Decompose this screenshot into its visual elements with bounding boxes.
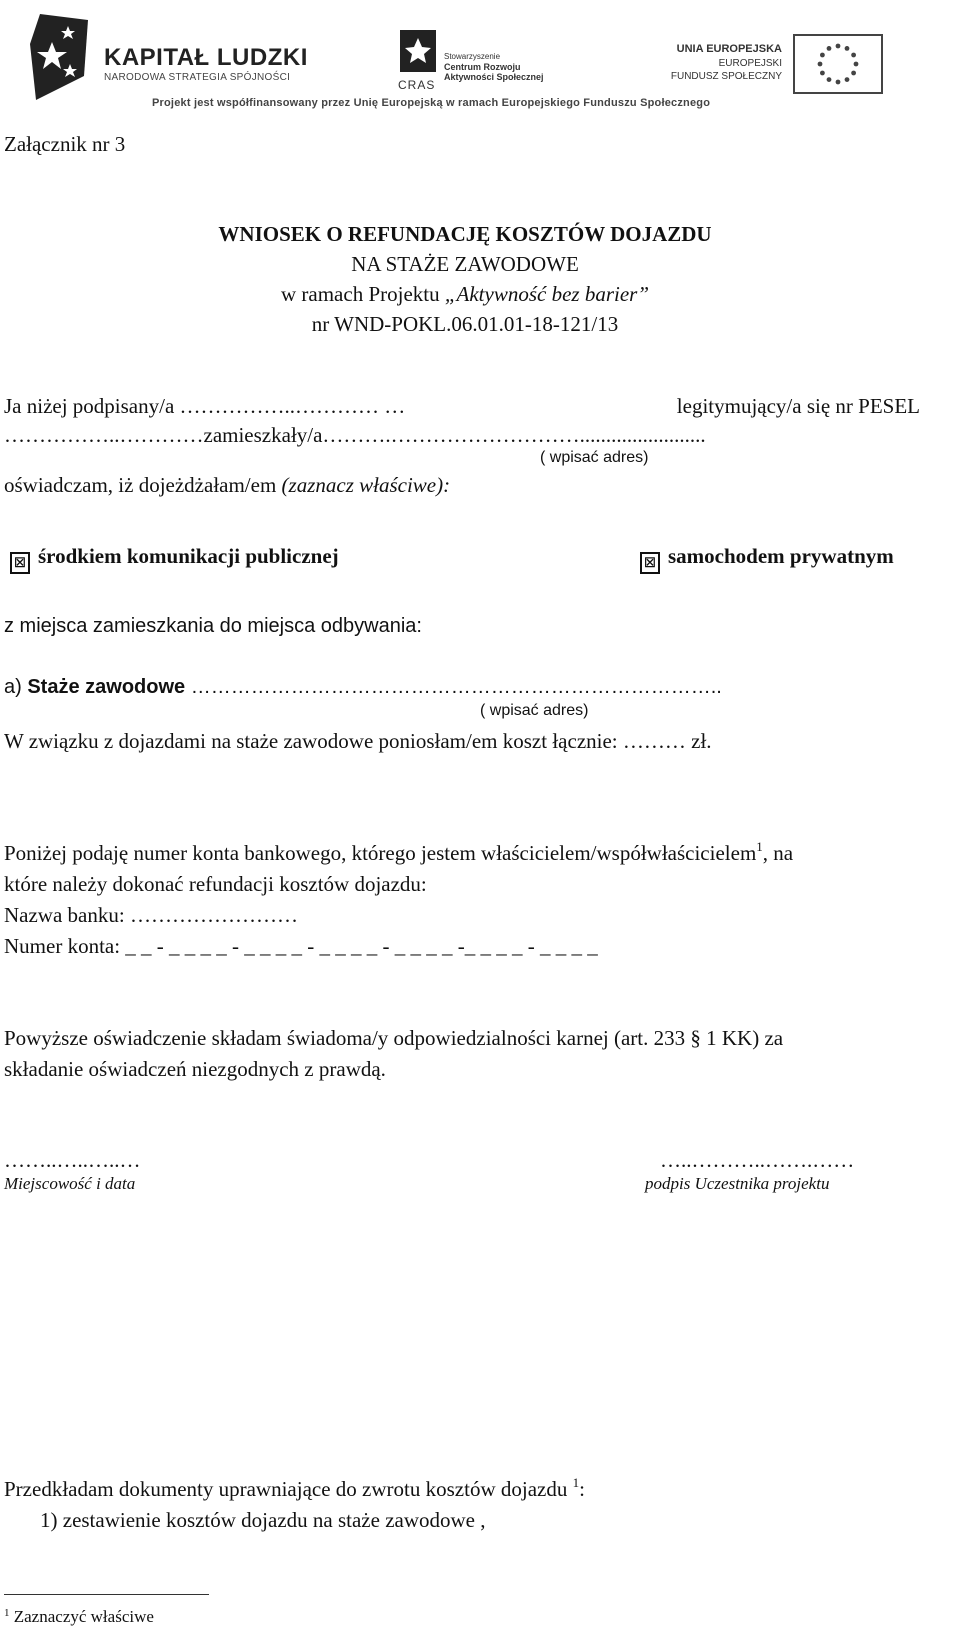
documents-footnote-ref: 1 bbox=[572, 1475, 580, 1490]
cras-abbr: CRAS bbox=[398, 78, 436, 92]
route-line: z miejsca zamieszkania do miejsca odbywania: bbox=[4, 615, 422, 637]
cras-line2: Centrum Rozwoju bbox=[444, 61, 521, 72]
footnote-text: Zaznaczyć właściwe bbox=[9, 1607, 154, 1626]
signature-dots: …..………..…….…… bbox=[660, 1148, 855, 1172]
documents-intro-end: : bbox=[579, 1477, 585, 1501]
eu-text bbox=[660, 42, 782, 84]
checkbox-private-car-icon[interactable]: ☒ bbox=[640, 552, 660, 574]
address-hint: ( wpisać adres) bbox=[540, 449, 649, 466]
option-public-transport[interactable] bbox=[10, 546, 339, 574]
eu-flag-icon bbox=[793, 34, 883, 94]
bank-intro-end: , na bbox=[762, 841, 794, 865]
footnote-divider bbox=[4, 1594, 209, 1595]
title-line4: nr WND-POKL.06.01.01-18-121/13 bbox=[311, 312, 619, 336]
title-line3-prefix: w ramach Projektu bbox=[280, 282, 445, 306]
documents-intro bbox=[4, 1475, 585, 1501]
documents-item-1: 1) zestawienie kosztów dojazdu na staże zawodowe , bbox=[40, 1508, 486, 1532]
route-a bbox=[4, 677, 722, 697]
cofinancing-note: Projekt jest współfinansowany przez Unię Europejską w ramach Europejskiego Funduszu Społecznego bbox=[152, 97, 711, 109]
declaration-intro bbox=[4, 475, 450, 496]
route-a-label: Staże zawodowe bbox=[27, 676, 186, 698]
declarant-line2: ……………..…………zamieszkały/a……….………………………........................ bbox=[4, 423, 706, 447]
cost-line: W związku z dojazdami na staże zawodowe poniosłam/em koszt łącznie: ……… zł. bbox=[4, 729, 712, 753]
liability-line2: składanie oświadczeń niezgodnych z prawdą. bbox=[4, 1057, 386, 1081]
project-name: „Aktywność bez barier” bbox=[444, 282, 650, 306]
bank-name-field[interactable]: Nazwa banku: …………………… bbox=[4, 903, 298, 927]
declarant-line1-right: legitymujący/a się nr PESEL bbox=[676, 394, 920, 418]
cras-line1: Stowarzyszenie bbox=[444, 52, 501, 61]
footnote bbox=[4, 1608, 154, 1625]
kapital-ludzki-title: KAPITAŁ LUDZKI bbox=[104, 44, 308, 71]
bank-intro-line1 bbox=[4, 839, 954, 865]
checkbox-public-transport-icon[interactable]: ☒ bbox=[10, 552, 30, 574]
documents-intro-text: Przedkładam dokumenty uprawniające do zwrotu kosztów dojazdu bbox=[4, 1477, 573, 1501]
eu-line1: UNIA EUROPEJSKA bbox=[676, 43, 782, 55]
signature-label: podpis Uczestnika projektu bbox=[645, 1174, 830, 1193]
route-a-prefix: a) bbox=[4, 676, 28, 698]
cras-text bbox=[444, 52, 544, 83]
liability-line1: Powyższe oświadczenie składam świadoma/y odpowiedzialności karnej (art. 233 § 1 KK) za bbox=[4, 1026, 784, 1050]
footnote-number: 1 bbox=[4, 1607, 10, 1619]
eu-stars-icon bbox=[795, 36, 881, 92]
option-public-transport-label: środkiem komunikacji publicznej bbox=[38, 544, 339, 568]
option-private-car-label: samochodem prywatnym bbox=[668, 544, 894, 568]
bank-intro-line2: które należy dokonać refundacji kosztów dojazdu: bbox=[4, 872, 427, 896]
place-date-label: Miejscowość i data bbox=[4, 1174, 136, 1193]
title-line1: WNIOSEK O REFUNDACJĘ KOSZTÓW DOJAZDU bbox=[218, 222, 712, 246]
option-private-car[interactable] bbox=[640, 546, 894, 574]
bank-footnote-ref: 1 bbox=[756, 839, 763, 854]
attachment-label: Załącznik nr 3 bbox=[4, 132, 126, 156]
account-number-field[interactable]: Numer konta: _ _ - _ _ _ _ - _ _ _ _ - _ _ _ _ - _ _ _ _ -_ _ _ _ - _ _ _ _ bbox=[4, 934, 598, 958]
title-line3 bbox=[0, 284, 930, 314]
eu-line2: EUROPEJSKI bbox=[718, 57, 782, 69]
document-title bbox=[0, 224, 930, 344]
place-date-dots: ……..…..…..… bbox=[4, 1148, 141, 1172]
route-a-dots: …………………………………………………………………….. bbox=[190, 676, 722, 698]
declaration-intro-text: oświadczam, iż dojeżdżałam/em bbox=[4, 473, 282, 497]
bank-intro-text: Poniżej podaję numer konta bankowego, którego jestem właścicielem/współwłaścicielem bbox=[4, 841, 757, 865]
declarant-line1-left: Ja niżej podpisany/a ……………..………… … bbox=[4, 394, 406, 418]
cras-line3: Aktywności Społecznej bbox=[444, 72, 544, 83]
declaration-intro-hint: (zaznacz właściwe): bbox=[281, 473, 451, 497]
title-line2: NA STAŻE ZAWODOWE bbox=[351, 252, 579, 276]
kapital-ludzki-subtitle: NARODOWA STRATEGIA SPÓJNOŚCI bbox=[104, 72, 291, 83]
kapital-ludzki-emblem-icon bbox=[30, 14, 88, 104]
route-address-hint: ( wpisać adres) bbox=[480, 702, 589, 719]
eu-line3: FUNDUSZ SPOŁECZNY bbox=[670, 71, 782, 83]
